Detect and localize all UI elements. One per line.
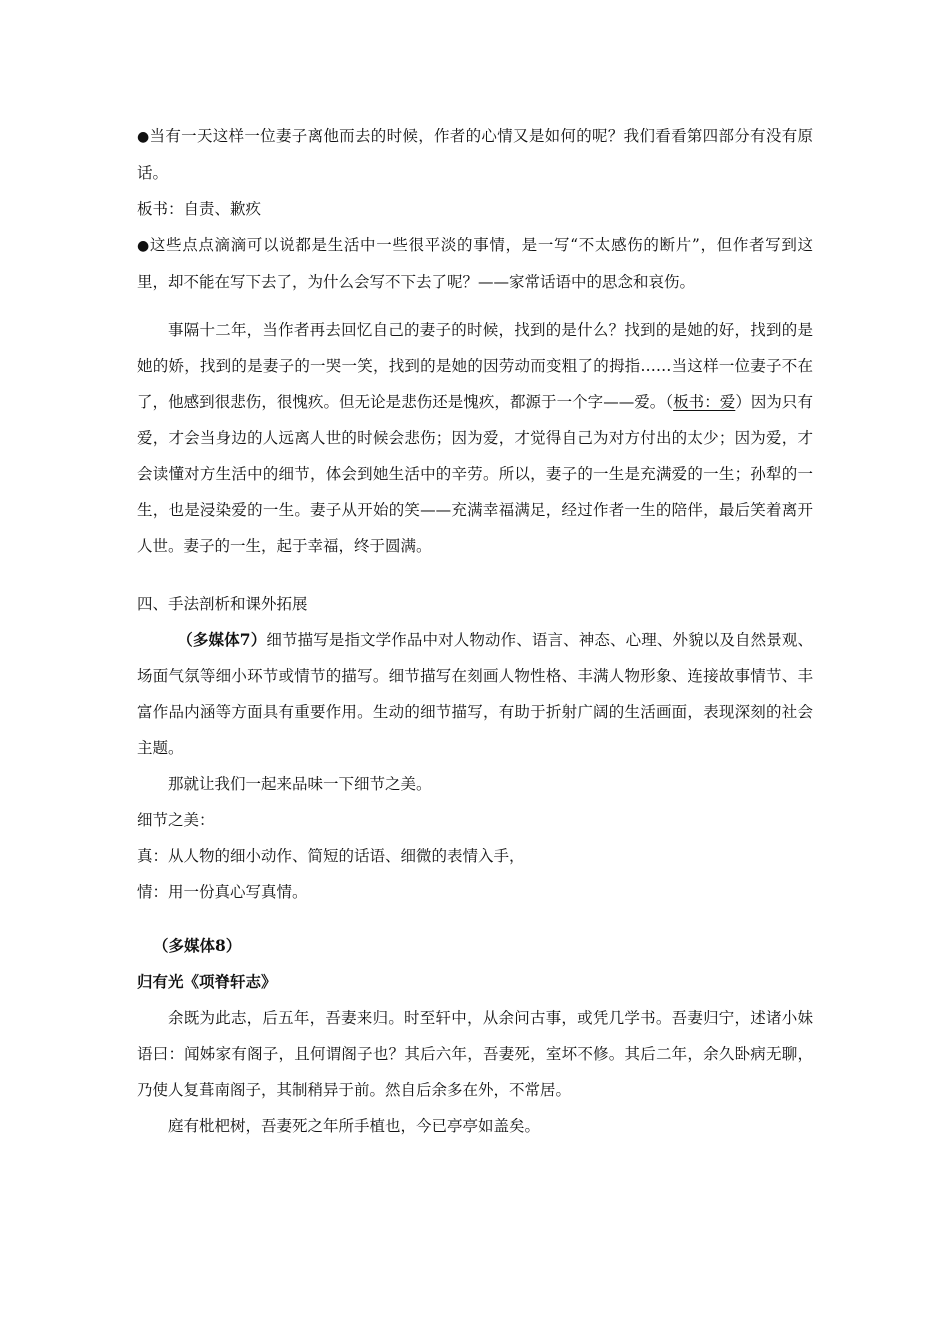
- excerpt-paragraph-2: 庭有枇杷树，吾妻死之年所手植也，今已亭亭如盖矣。: [168, 1117, 541, 1135]
- beauty-title: 细节之美：: [137, 811, 215, 829]
- board-note-1: 板书：自责、歉疚: [137, 200, 262, 218]
- beauty-feeling: 情：用一份真心写真情。: [137, 883, 308, 901]
- media-8-label: [137, 928, 813, 964]
- paragraph-reflection-part2: ）因为只有爱，才会当身边的人远离人世的时候会悲伤；因为爱，才觉得自己为对方付出的太少；因为爱，才会读懂对方生活中的细节，体会到她生活中的辛劳。所以，妻子的一生是充满爱的一生；孙犁的一生，也是浸染爱的一生。妻子从开始的笑——充满幸福满足，经过作者一生的陪伴，最后笑着离开人世。妻子的一生，起于幸福，终于圆满。: [137, 393, 813, 555]
- media-8-label-text: （多媒体8）: [153, 936, 242, 955]
- question-text-2: 这些点点滴滴可以说都是生活中一些很平淡的事情，是一写“不太感伤的断片”，但作者写到这里，却不能在写下去了，为什么会写不下去了呢？——家常话语中的思念和哀伤。: [137, 236, 813, 291]
- question-bullet-1: [137, 118, 813, 191]
- question-text-1: 当有一天这样一位妻子离他而去的时候，作者的心情又是如何的呢？我们看看第四部分有没有原话。: [137, 127, 813, 182]
- section-title-4: 四、手法剖析和课外拓展: [137, 595, 308, 613]
- paragraph-invitation: 那就让我们一起来品味一下细节之美。: [168, 775, 432, 793]
- excerpt-paragraph-1: 余既为此志，后五年，吾妻来归。时至轩中，从余问古事，或凭几学书。吾妻归宁，述诸小妹语曰：闻姊家有阁子，且何谓阁子也？其后六年，吾妻死，室坏不修。其后二年，余久卧病无聊，乃使人复葺南阁子，其制稍异于前。然自后余多在外，不常居。: [137, 1009, 813, 1099]
- board-note-love: 板书：爱: [673, 393, 736, 411]
- beauty-true: 真：从人物的细小动作、简短的话语、细微的表情入手，: [137, 847, 525, 865]
- paragraph-reflection-part1: 事隔十二年，当作者再去回忆自己的妻子的时候，找到的是什么？找到的是她的好，找到的是她的娇，找到的是妻子的一哭一笑，找到的是她的因劳动而变粗了的拇指……当这样一位妻子不在了，他感到很悲伤，很愧疚。但无论是悲伤还是愧疚，都源于一个字——爱。（: [137, 321, 813, 411]
- media-7-text: 细节描写是指文学作品中对人物动作、语言、神态、心理、外貌以及自然景观、场面气氛等细小环节或情节的描写。细节描写在刻画人物性格、丰满人物形象、连接故事情节、丰富作品内涵等方面具有重要作用。生动的细节描写，有助于折射广阔的生活画面，表现深刻的社会主题。: [137, 631, 813, 757]
- question-bullet-2: [137, 227, 813, 300]
- excerpt-title: 归有光《项脊轩志》: [137, 972, 277, 991]
- media-7-paragraph: [137, 622, 813, 766]
- media-7-label: （多媒体7）: [177, 630, 267, 649]
- document-page: [137, 118, 813, 1144]
- paragraph-reflection: [137, 312, 813, 564]
- bullet-icon: ●: [137, 238, 150, 254]
- bullet-icon: ●: [137, 129, 150, 145]
